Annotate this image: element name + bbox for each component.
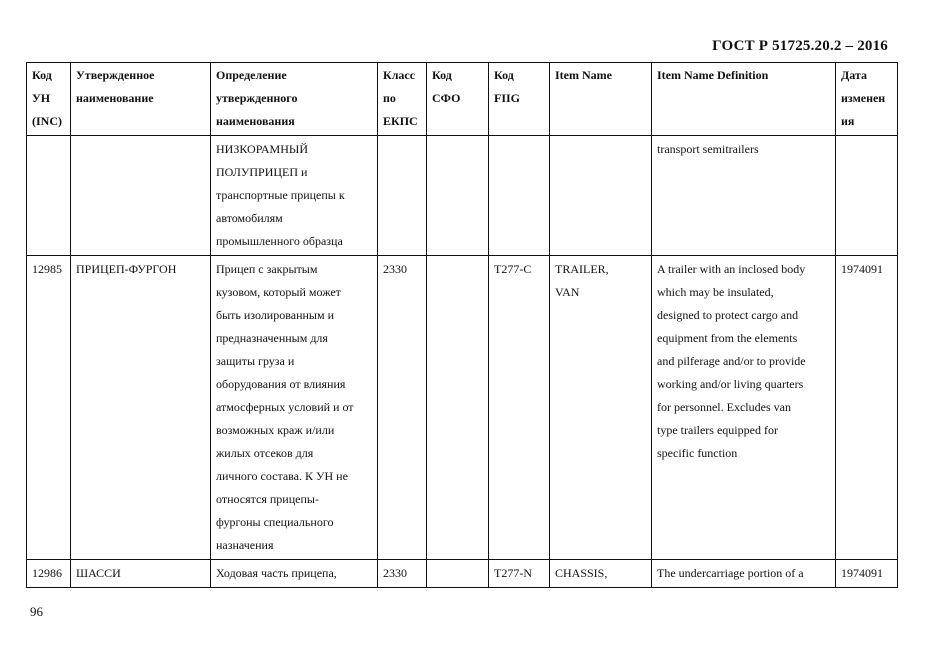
header-item-name-definition <box>652 63 836 136</box>
cell-definition <box>211 560 378 588</box>
cell-sfo <box>427 256 489 560</box>
table-row <box>27 560 898 588</box>
cell-definition <box>211 136 378 256</box>
page-number: 96 <box>30 604 43 619</box>
header-line: Item Name <box>555 68 612 82</box>
text-line: transport semitrailers <box>657 142 759 156</box>
text-line: VAN <box>555 285 580 299</box>
header-sfo <box>427 63 489 136</box>
cell-item-definition <box>652 256 836 560</box>
header-line: Item Name Definition <box>657 68 769 82</box>
text-line: быть изолированным и <box>216 308 334 322</box>
nomenclature-table <box>26 62 898 588</box>
cell-name: ШАССИ <box>71 560 211 588</box>
cell-inc: 12985 <box>27 256 71 560</box>
cell-definition <box>211 256 378 560</box>
text-line: designed to protect cargo and <box>657 308 799 322</box>
cell-item-definition <box>652 560 836 588</box>
header-line: (INC) <box>32 114 62 128</box>
header-line: Код <box>432 68 452 82</box>
text-line: CHASSIS, <box>555 566 608 580</box>
header-fiig <box>489 63 550 136</box>
text-line: транспортные прицепы к <box>216 188 345 202</box>
document-standard-header: ГОСТ Р 51725.20.2 – 2016 <box>712 38 888 54</box>
cell-fiig: T277-C <box>489 256 550 560</box>
text-line: предназначенным для <box>216 331 328 345</box>
text-line: относятся прицепы- <box>216 492 319 506</box>
text-line: кузовом, который может <box>216 285 341 299</box>
cell-date <box>836 136 898 256</box>
text-line: Ходовая часть прицепа, <box>216 566 337 580</box>
cell-sfo <box>427 136 489 256</box>
cell-date: 1974091 <box>836 560 898 588</box>
header-line: ЕКПС <box>383 114 418 128</box>
text-line: оборудования от влияния <box>216 377 346 391</box>
text-line: НИЗКОРАМНЫЙ <box>216 142 308 156</box>
header-definition <box>211 63 378 136</box>
cell-class <box>378 136 427 256</box>
header-line: Код <box>494 68 514 82</box>
header-line: наименование <box>76 91 154 105</box>
cell-inc: 12986 <box>27 560 71 588</box>
header-line: СФО <box>432 91 461 105</box>
text-line: equipment from the elements <box>657 331 798 345</box>
text-line: working and/or living quarters <box>657 377 804 391</box>
header-line: Определение <box>216 68 287 82</box>
header-line: УН <box>32 91 51 105</box>
cell-sfo <box>427 560 489 588</box>
text-line: Прицеп с закрытым <box>216 262 318 276</box>
text-line: which may be insulated, <box>657 285 774 299</box>
header-item-name <box>550 63 652 136</box>
text-line: ПОЛУПРИЦЕП и <box>216 165 308 179</box>
cell-fiig <box>489 136 550 256</box>
header-approved-name <box>71 63 211 136</box>
cell-item-name <box>550 560 652 588</box>
text-line: атмосферных условий и от <box>216 400 354 414</box>
header-inc <box>27 63 71 136</box>
header-line: наименования <box>216 114 295 128</box>
cell-item-name <box>550 256 652 560</box>
cell-item-definition <box>652 136 836 256</box>
table-row <box>27 256 898 560</box>
header-line: Код <box>32 68 52 82</box>
text-line: возможных краж и/или <box>216 423 335 437</box>
text-line: for personnel. Excludes van <box>657 400 791 414</box>
table-row <box>27 136 898 256</box>
text-line: and pilferage and/or to provide <box>657 354 806 368</box>
text-line: specific function <box>657 446 738 460</box>
header-change-date <box>836 63 898 136</box>
text-line: фургоны специального <box>216 515 334 529</box>
header-line: Утвержденное <box>76 68 155 82</box>
text-line: защиты груза и <box>216 354 295 368</box>
header-line: FIIG <box>494 91 521 105</box>
text-line: личного состава. К УН не <box>216 469 348 483</box>
header-class <box>378 63 427 136</box>
header-line: по <box>383 91 396 105</box>
text-line: жилых отсеков для <box>216 446 314 460</box>
text-line: A trailer with an inclosed body <box>657 262 806 276</box>
header-line: ия <box>841 114 855 128</box>
text-line: автомобилям <box>216 211 283 225</box>
table-header-row <box>27 63 898 136</box>
cell-class: 2330 <box>378 256 427 560</box>
text-line: промышленного образца <box>216 234 343 248</box>
cell-name: ПРИЦЕП-ФУРГОН <box>71 256 211 560</box>
cell-class: 2330 <box>378 560 427 588</box>
text-line: The undercarriage portion of a <box>657 566 804 580</box>
cell-item-name <box>550 136 652 256</box>
header-line: утвержденного <box>216 91 298 105</box>
text-line: TRAILER, <box>555 262 609 276</box>
text-line: type trailers equipped for <box>657 423 778 437</box>
cell-date: 1974091 <box>836 256 898 560</box>
header-line: Класс <box>383 68 416 82</box>
header-line: Дата <box>841 68 867 82</box>
header-line: изменен <box>841 91 886 105</box>
text-line: назначения <box>216 538 274 552</box>
cell-name <box>71 136 211 256</box>
cell-fiig: T277-N <box>489 560 550 588</box>
cell-inc <box>27 136 71 256</box>
